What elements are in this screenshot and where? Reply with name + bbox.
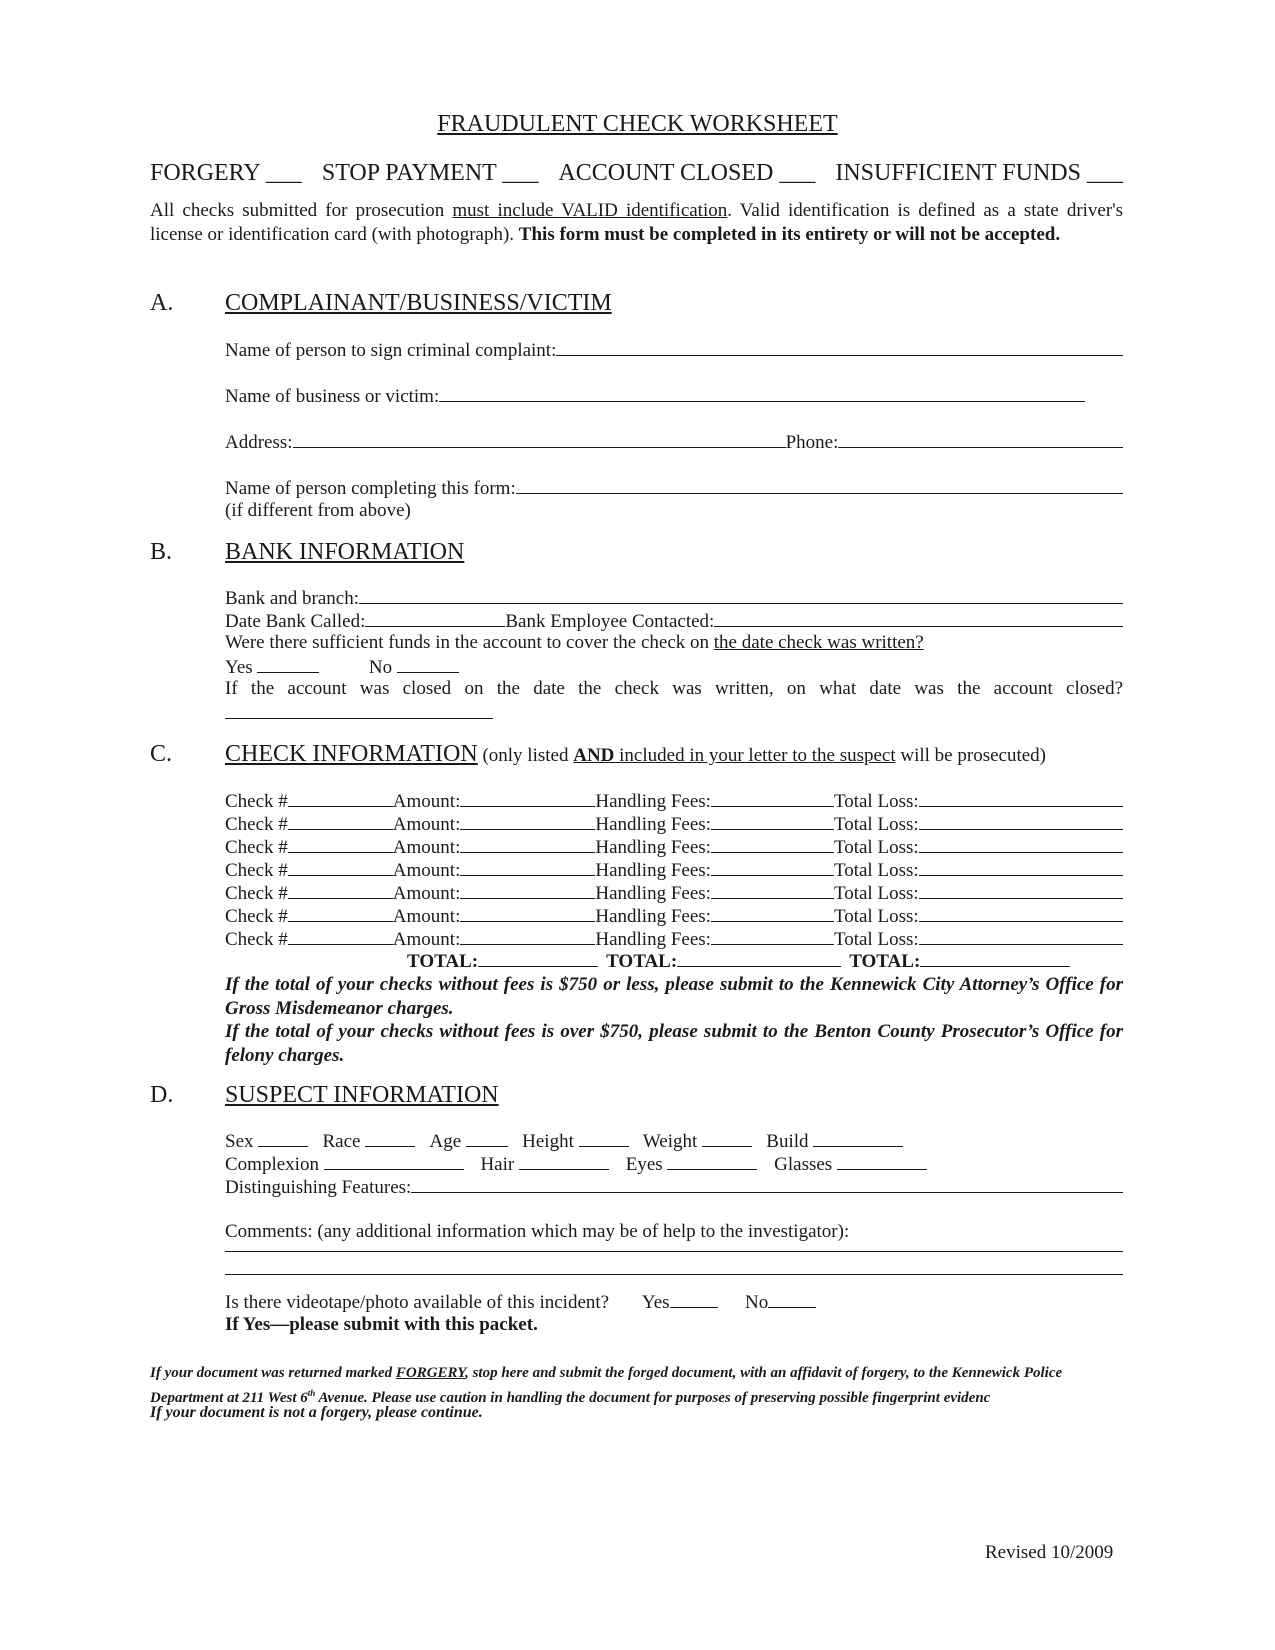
check-col-label: Check # xyxy=(225,791,288,812)
video-yes-label: Yes xyxy=(641,1292,670,1313)
eyes-label: Eyes xyxy=(625,1154,663,1175)
check-col-label: Check # xyxy=(225,929,288,950)
video-yes-blank[interactable] xyxy=(670,1290,718,1308)
eyes-blank[interactable] xyxy=(667,1152,757,1170)
hair-label: Hair xyxy=(480,1154,515,1175)
continue-note: If your document is not a forgery, please continue. xyxy=(150,1404,483,1421)
business-field[interactable] xyxy=(225,384,1085,408)
completer-note: (if different from above) xyxy=(225,500,411,521)
forgery-text-3: Avenue. Please use caution in handling the document for purposes of preserving possible fingerprint evidenc xyxy=(315,1390,991,1406)
check-col-label: Handling Fees: xyxy=(595,860,711,881)
check-col-label: Amount: xyxy=(392,929,461,950)
date-called-blank[interactable] xyxy=(365,609,505,627)
forgery-text-1: If your document was returned marked xyxy=(150,1365,396,1381)
option-stop-payment[interactable]: STOP PAYMENT ___ xyxy=(321,160,539,186)
hair-blank[interactable] xyxy=(519,1152,609,1170)
check-field-blank[interactable] xyxy=(711,881,834,899)
total-fees-blank[interactable] xyxy=(677,949,841,967)
funds-question-text: Were there sufficient funds in the account to cover the check on xyxy=(225,632,714,653)
closed-date-blank[interactable] xyxy=(225,701,493,719)
race-blank[interactable] xyxy=(365,1129,415,1147)
section-c-note: (only listed xyxy=(477,745,574,766)
section-d-title: SUSPECT INFORMATION xyxy=(225,1082,499,1108)
check-field-blank[interactable] xyxy=(288,904,393,922)
funds-yes-no xyxy=(225,655,459,679)
check-col-label: Total Loss: xyxy=(833,791,919,812)
intro-underlined: must include VALID identification xyxy=(452,200,728,221)
section-c-note-end: will be prosecuted) xyxy=(895,745,1046,766)
check-field-blank[interactable] xyxy=(919,881,1123,899)
bank-branch-blank[interactable] xyxy=(359,586,1123,604)
employee-label: Bank Employee Contacted: xyxy=(505,611,715,632)
check-col-label: Check # xyxy=(225,883,288,904)
check-col-label: Total Loss: xyxy=(833,814,919,835)
completer-label: Name of person completing this form: xyxy=(225,478,516,499)
check-col-label: Total Loss: xyxy=(833,860,919,881)
bank-branch-label: Bank and branch: xyxy=(225,588,360,609)
check-field-blank[interactable] xyxy=(711,927,834,945)
check-field-blank[interactable] xyxy=(711,835,834,853)
check-field-blank[interactable] xyxy=(919,835,1123,853)
check-field-blank[interactable] xyxy=(919,904,1123,922)
forgery-word: FORGERY xyxy=(395,1365,466,1381)
section-c-title: CHECK INFORMATION xyxy=(225,741,478,767)
funds-question xyxy=(225,632,924,654)
check-field-blank[interactable] xyxy=(460,858,595,876)
funds-question-underlined: the date check was written? xyxy=(713,632,924,653)
funds-yes-label: Yes xyxy=(225,657,253,678)
check-field-blank[interactable] xyxy=(919,789,1123,807)
check-col-label: Amount: xyxy=(392,883,461,904)
section-c-heading xyxy=(225,741,1046,768)
check-col-label: Check # xyxy=(225,860,288,881)
funds-no-label: No xyxy=(368,657,393,678)
check-col-label: Handling Fees: xyxy=(595,837,711,858)
option-forgery[interactable]: FORGERY ___ xyxy=(150,160,302,186)
video-no-label: No xyxy=(745,1292,769,1313)
option-insufficient-funds[interactable]: INSUFFICIENT FUNDS ___ xyxy=(835,160,1123,186)
check-field-blank[interactable] xyxy=(711,812,834,830)
complexion-label: Complexion xyxy=(225,1154,319,1175)
glasses-label: Glasses xyxy=(774,1154,833,1175)
forgery-sup: th xyxy=(307,1388,316,1398)
phone-blank[interactable] xyxy=(838,430,1123,448)
age-label: Age xyxy=(429,1131,462,1152)
forgery-text-2: , stop here and submit the forged document, with an affidavit of forgery, to the Kennewick Police Department at 211 West 6 xyxy=(150,1365,1063,1406)
complexion-blank[interactable] xyxy=(324,1152,464,1170)
check-field-blank[interactable] xyxy=(460,835,595,853)
check-field-blank[interactable] xyxy=(711,904,834,922)
check-field-blank[interactable] xyxy=(288,927,393,945)
section-b-letter: B. xyxy=(150,539,173,565)
section-c-note-underlined: included in your letter to the suspect xyxy=(614,745,896,766)
check-field-blank[interactable] xyxy=(288,835,393,853)
check-col-label: Total Loss: xyxy=(833,883,919,904)
check-col-label: Amount: xyxy=(392,860,461,881)
section-a-letter: A. xyxy=(150,290,174,316)
weight-blank[interactable] xyxy=(702,1129,752,1147)
check-field-blank[interactable] xyxy=(460,927,595,945)
video-question: Is there videotape/photo available of this incident? xyxy=(225,1292,610,1313)
section-c-letter: C. xyxy=(150,741,173,767)
closed-date-field xyxy=(225,701,493,724)
intro-text-2: . Valid identification is defined as a state driver's license or identification card (with photograph). xyxy=(150,200,1124,245)
video-note: If Yes—please submit with this packet. xyxy=(225,1314,538,1335)
funds-no-blank[interactable] xyxy=(397,655,459,673)
check-field-blank[interactable] xyxy=(288,881,393,899)
address-label: Address: xyxy=(225,432,293,453)
check-row xyxy=(225,927,1123,951)
comments-line-2[interactable] xyxy=(225,1274,1123,1275)
check-col-label: Total Loss: xyxy=(833,837,919,858)
check-row xyxy=(225,789,1123,813)
check-col-label: Handling Fees: xyxy=(595,791,711,812)
height-label: Height xyxy=(522,1131,574,1152)
sex-blank[interactable] xyxy=(258,1129,308,1147)
business-label: Name of business or victim: xyxy=(225,386,440,407)
features-label: Distinguishing Features: xyxy=(225,1177,412,1198)
completer-field[interactable] xyxy=(225,476,1123,500)
check-col-label: Check # xyxy=(225,814,288,835)
check-row xyxy=(225,835,1123,859)
check-col-label: Check # xyxy=(225,906,288,927)
age-blank[interactable] xyxy=(466,1129,508,1147)
check-field-blank[interactable] xyxy=(460,812,595,830)
suspect-row-2 xyxy=(225,1152,927,1176)
check-col-label: Handling Fees: xyxy=(595,906,711,927)
check-field-blank[interactable] xyxy=(460,904,595,922)
section-a-title: COMPLAINANT/BUSINESS/VICTIM xyxy=(225,290,612,316)
check-row xyxy=(225,904,1123,928)
comments-line-1[interactable] xyxy=(225,1251,1123,1252)
total-amount-blank[interactable] xyxy=(478,949,598,967)
weight-label: Weight xyxy=(642,1131,698,1152)
misdemeanor-note: If the total of your checks without fees is $750 or less, please submit to the Kennewick City Attorney’s Office for Gross Misdemeanor charges. xyxy=(225,974,1123,1019)
check-row xyxy=(225,881,1123,905)
felony-note: If the total of your checks without fees is over $750, please submit to the Benton County Prosecutor’s Office for felony charges. xyxy=(225,1021,1123,1066)
option-account-closed[interactable]: ACCOUNT CLOSED ___ xyxy=(558,160,816,186)
check-col-label: Amount: xyxy=(392,791,461,812)
page-title: FRAUDULENT CHECK WORKSHEET xyxy=(437,111,838,137)
comments-label: Comments: (any additional information which may be of help to the investigator): xyxy=(225,1221,850,1242)
section-b-title: BANK INFORMATION xyxy=(225,539,465,565)
intro-bold: This form must be completed in its entirety or will not be accepted. xyxy=(518,224,1061,245)
section-c-note-and: AND xyxy=(573,745,615,766)
address-blank[interactable] xyxy=(293,430,786,448)
check-field-blank[interactable] xyxy=(711,789,834,807)
check-col-label: Check # xyxy=(225,837,288,858)
check-row xyxy=(225,858,1123,882)
check-field-blank[interactable] xyxy=(711,858,834,876)
check-col-label: Handling Fees: xyxy=(595,814,711,835)
closed-question: If the account was closed on the date the check was written, on what date was the account closed? xyxy=(225,678,1123,699)
glasses-blank[interactable] xyxy=(837,1152,927,1170)
date-called-label: Date Bank Called: xyxy=(225,611,366,632)
forgery-instructions xyxy=(150,1363,1123,1408)
section-d-letter: D. xyxy=(150,1082,174,1108)
signer-label: Name of person to sign criminal complaint: xyxy=(225,340,557,361)
signer-field[interactable] xyxy=(225,338,1123,362)
funds-yes-blank[interactable] xyxy=(257,655,319,673)
check-field-blank[interactable] xyxy=(460,881,595,899)
suspect-row-1 xyxy=(225,1129,903,1153)
check-col-label: Amount: xyxy=(392,906,461,927)
bank-branch-field[interactable] xyxy=(225,586,1123,610)
business-blank[interactable] xyxy=(439,384,1085,402)
sex-label: Sex xyxy=(225,1131,254,1152)
check-field-blank[interactable] xyxy=(288,858,393,876)
total-loss-blank[interactable] xyxy=(920,949,1070,967)
height-blank[interactable] xyxy=(579,1129,629,1147)
bank-called-row xyxy=(225,609,1123,633)
check-col-label: Handling Fees: xyxy=(595,929,711,950)
race-label: Race xyxy=(322,1131,361,1152)
check-col-label: Amount: xyxy=(392,814,461,835)
phone-label: Phone: xyxy=(785,432,839,453)
total-loss-label: TOTAL: xyxy=(849,951,921,972)
check-type-options xyxy=(150,160,1123,187)
employee-blank[interactable] xyxy=(714,609,1123,627)
build-label: Build xyxy=(766,1131,809,1152)
check-field-blank[interactable] xyxy=(919,858,1123,876)
build-blank[interactable] xyxy=(813,1129,903,1147)
totals-row xyxy=(407,949,1070,973)
check-row xyxy=(225,812,1123,836)
check-field-blank[interactable] xyxy=(288,789,393,807)
check-field-blank[interactable] xyxy=(288,812,393,830)
check-col-label: Total Loss: xyxy=(833,929,919,950)
intro-text: All checks submitted for prosecution xyxy=(150,200,453,221)
intro-paragraph xyxy=(150,199,1123,247)
features-field[interactable] xyxy=(225,1175,1123,1199)
check-col-label: Amount: xyxy=(392,837,461,858)
completer-blank[interactable] xyxy=(516,476,1123,494)
video-no-blank[interactable] xyxy=(768,1290,816,1308)
revision-date: Revised 10/2009 xyxy=(985,1542,1114,1563)
total-fees-label: TOTAL: xyxy=(606,951,678,972)
check-field-blank[interactable] xyxy=(460,789,595,807)
check-col-label: Total Loss: xyxy=(833,906,919,927)
check-field-blank[interactable] xyxy=(919,812,1123,830)
signer-blank[interactable] xyxy=(556,338,1123,356)
check-field-blank[interactable] xyxy=(919,927,1123,945)
address-phone-row xyxy=(225,430,1123,454)
total-amount-label: TOTAL: xyxy=(407,951,479,972)
check-col-label: Handling Fees: xyxy=(595,883,711,904)
video-question-row xyxy=(225,1290,816,1314)
features-blank[interactable] xyxy=(411,1175,1123,1193)
